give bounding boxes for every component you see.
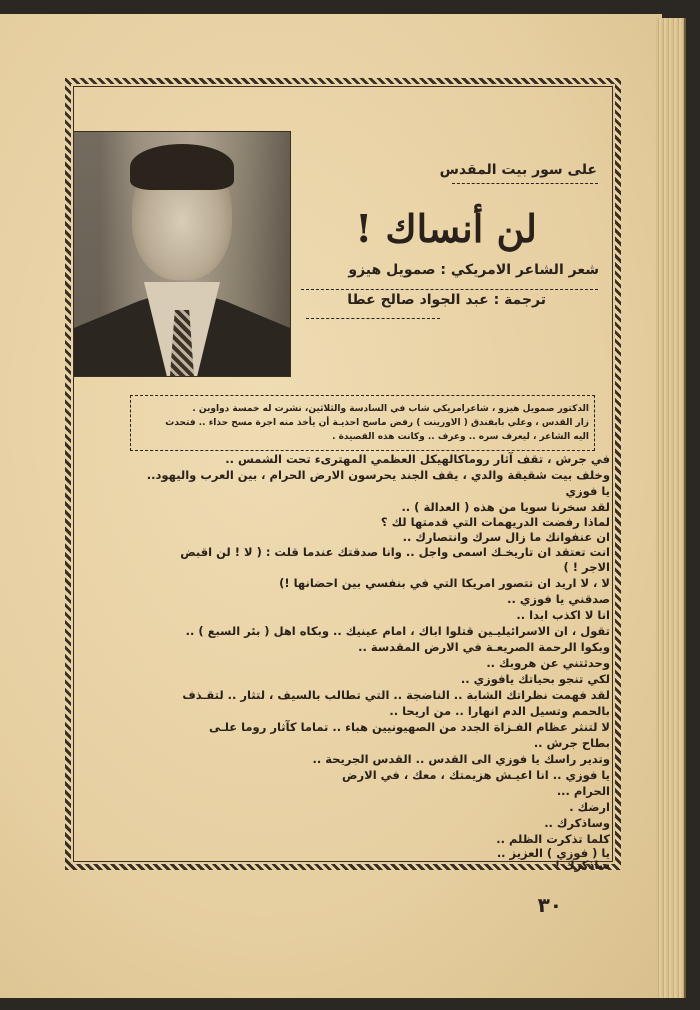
article-subtitle: على سور بيت المقدس — [439, 162, 597, 178]
poem-line: وخلف بيت شقيقة والدي ، يقف الجند يحرسون الارض الحرام ، بين العرب واليهود.. — [146, 468, 610, 482]
poem-line: يا ( فوزي ) العزيز .. — [496, 846, 610, 860]
poem-title: لن أنساك ! — [355, 206, 537, 251]
poem-line: الحرام ... — [556, 784, 610, 798]
page-edges — [656, 18, 686, 998]
page-number: ٣٠ — [537, 893, 562, 917]
poem-line: كلما تذكرت الظلم .. — [496, 832, 610, 846]
note-line: اليه الشاعر ، ليعرف سره .. وعرف .. وكانت هذه القصيدة . — [332, 432, 589, 442]
poem-line: يا فوزي .. انا اعيـش هزيمتك ، معك ، في الارض — [342, 768, 610, 782]
translator-underline — [306, 318, 440, 319]
poem-line: بالحمم وتسيل الدم انهارا .. من اريحا .. — [389, 704, 610, 718]
poem-line: وبكوا الرحمة الصريعـة في الارض المقدسة .. — [358, 640, 610, 654]
translator-credit: ترجمة : عبد الجواد صالح عطا — [347, 292, 546, 308]
poem-line: ساذكرك ! — [554, 858, 610, 872]
poem-line: وساذكرك .. — [544, 816, 610, 830]
poem-line: وحدثتني عن هروبك .. — [486, 656, 610, 670]
subtitle-underline — [452, 183, 598, 184]
poet-underline — [301, 289, 598, 290]
poem-line: الاجر ! ) — [563, 560, 610, 574]
poem-line: في جرش ، تقف آثار روماكالهيكل العظمي المهترىء تحت الشمس .. — [225, 452, 610, 466]
note-line: الدكتور صمويل هيزو ، شاعرامريكي شاب في السادسة والثلاثين، نشرت له خمسة دواوين . — [192, 404, 589, 414]
poem-line: بطاح جرش .. — [533, 736, 610, 750]
poem-line: لكي تنجو بحياتك يافوزي .. — [460, 672, 610, 686]
poem-line: لا ، لا اريد ان تتصور امريكا التي في بنفسي بين احضانها !) — [279, 576, 610, 590]
poem-line: وتدير راسك يا فوزي الى القدس .. القدس الجريحة .. — [312, 752, 610, 766]
poet-credit: شعر الشاعر الامريكي : صمويل هيزو — [348, 262, 599, 278]
poem-line: ارضك . — [569, 800, 610, 814]
poem-line: لقد فهمت نظراتك الشابة .. الناضجة .. التي تطالب بالسيف ، لتثار .. لتقـذف — [182, 688, 610, 702]
poem-line: انا لا اكذب ابدا .. — [516, 608, 610, 622]
poem-line: لقد سخرنا سويا من هذه ( العدالة ) .. — [401, 500, 610, 514]
poem-line: ان عنفوانك ما زال سرك وانتصارك .. — [402, 530, 610, 544]
poem-line: انت تعتقد ان تاريخـك اسمى واجل .. وانا صدقتك عندما قلت : ( لا ! لن اقبض — [180, 545, 610, 559]
poem-line: صدقني يا فوزي .. — [507, 592, 610, 606]
poem-line: لا لتنثر عظام الفـزاة الجدد من الصهيونيين هباء .. تماما كآثار روما علـى — [209, 720, 610, 734]
poem-line: تقول ، ان الاسرائيليـين قتلوا اباك ، امام عينيك .. وبكاه اهل ( بئر السبع ) .. — [185, 624, 610, 638]
poem-line: يا فوزي — [565, 484, 610, 498]
poet-portrait-photo — [73, 131, 291, 377]
poem-line: لماذا رفضت الدريهمات التي قدمتها لك ؟ — [380, 515, 610, 529]
note-line: زار القدس ، وعلي بابفندق ( الاورينت ) رفض ماسح احذيـة أن يأخذ منه اجرة مسح حذاء .. فتحدث — [165, 418, 589, 428]
